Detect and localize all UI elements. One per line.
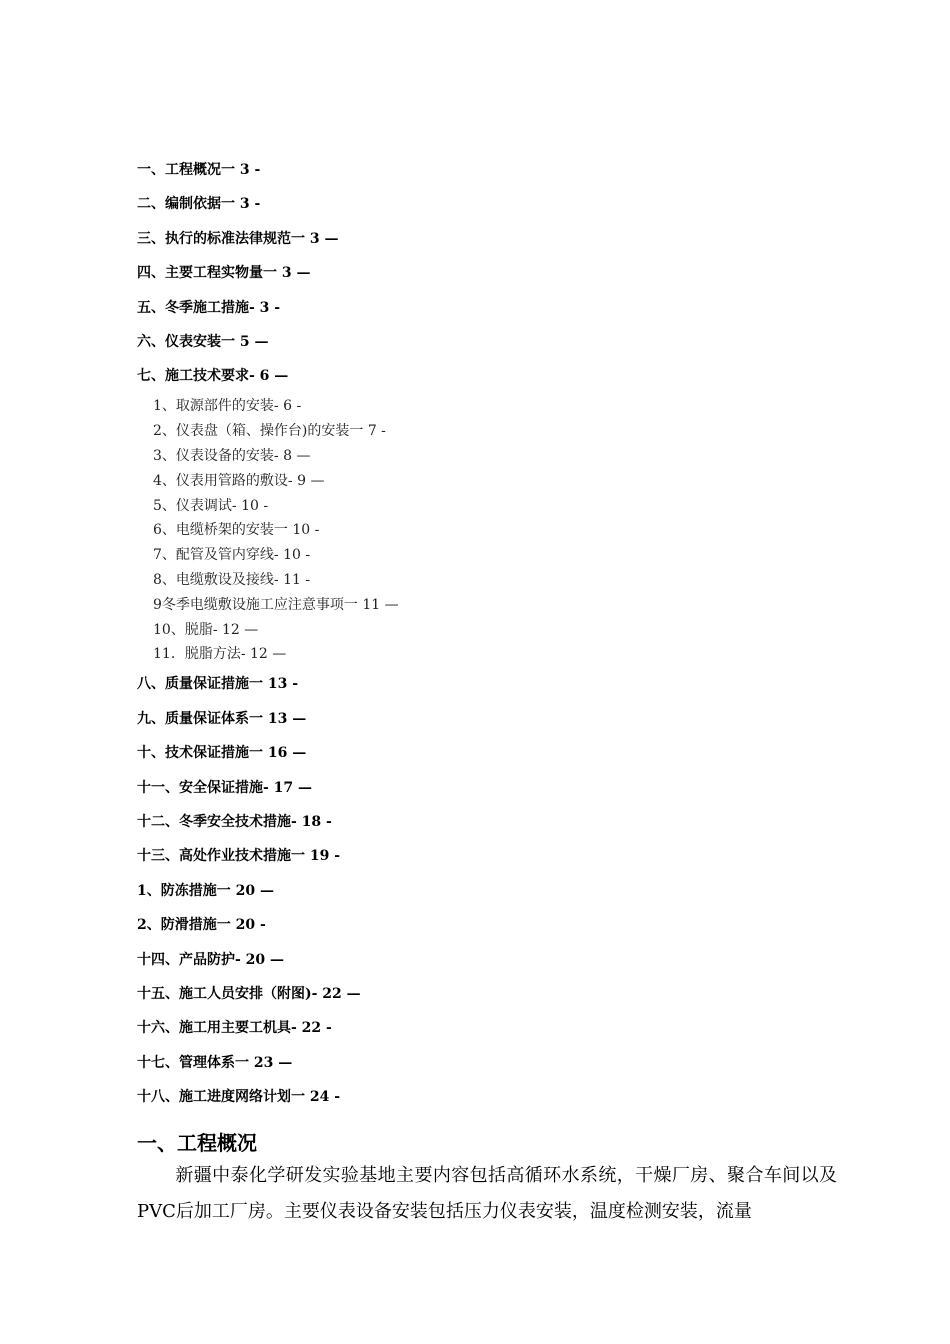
toc-subentry[interactable]: 1、取源部件的安装- 6 - [153,398,302,414]
toc-entry[interactable]: 十四、产品防护- 20 — [137,952,285,968]
toc-entry[interactable]: 十三、高处作业技术措施一 19 - [137,848,341,864]
toc-entry[interactable]: 六、仪表安装一 5 — [137,334,269,350]
toc-subentry[interactable]: 10、脱脂- 12 — [153,622,259,638]
toc-entry[interactable]: 十五、施工人员安排（附图)- 22 — [137,986,361,1002]
toc-subentry[interactable]: 2、仪表盘（箱、操作台)的安装一 7 - [153,423,386,439]
toc-entry[interactable]: 十一、安全保证措施- 17 — [137,780,313,796]
toc-entry[interactable]: 七、施工技术要求- 6 — [137,368,289,384]
toc-subentry[interactable]: 9冬季电缆敷设施工应注意事项一 11 — [153,597,399,613]
toc-entry[interactable]: 三、执行的标准法律规范一 3 — [137,231,339,247]
toc-entry[interactable]: 十二、冬季安全技术措施- 18 - [137,814,332,830]
toc-entry[interactable]: 1、防冻措施一 20 — [137,883,274,899]
toc-entry[interactable]: 十八、施工进度网络计划一 24 - [137,1089,341,1105]
section-heading: 一、工程概况 [137,1131,257,1155]
body-paragraph [137,1158,837,1230]
toc-entry[interactable]: 2、防滑措施一 20 - [137,917,266,933]
toc-entry[interactable]: 八、质量保证措施一 13 - [137,676,299,692]
toc-subentry[interactable]: 5、仪表调试- 10 - [153,498,269,514]
toc-entry[interactable]: 十七、管理体系一 23 — [137,1055,293,1071]
toc-subentry[interactable]: 7、配管及管内穿线- 10 - [153,547,311,563]
toc-entry[interactable]: 十、技术保证措施一 16 — [137,745,307,761]
toc-subentry[interactable]: 6、电缆桥架的安装一 10 - [153,522,320,538]
toc-subentry[interactable]: 4、仪表用管路的敷设- 9 — [153,473,325,489]
toc-entry[interactable]: 五、冬季施工措施- 3 - [137,300,281,316]
toc-entry[interactable]: 十六、施工用主要工机具- 22 - [137,1020,332,1036]
toc-entry[interactable]: 一、工程概况一 3 - [137,162,261,178]
toc-entry[interactable]: 四、主要工程实物量一 3 — [137,265,311,281]
toc-entry[interactable]: 二、编制依据一 3 - [137,196,261,212]
toc-subentry[interactable]: 3、仪表设备的安装- 8 — [153,448,311,464]
body-paragraph-text: 新疆中泰化学研发实验基地主要内容包括高循环水系统，干燥厂房、聚合车间以及PVC后加工厂房。主要仪表设备安装包括压力仪表安装，温度检测安装，流量 [137,1165,837,1222]
toc-subentry[interactable]: 11．脱脂方法- 12 — [153,646,287,662]
toc-subentry[interactable]: 8、电缆敷设及接线- 11 - [153,572,311,588]
toc-entry[interactable]: 九、质量保证体系一 13 — [137,711,307,727]
